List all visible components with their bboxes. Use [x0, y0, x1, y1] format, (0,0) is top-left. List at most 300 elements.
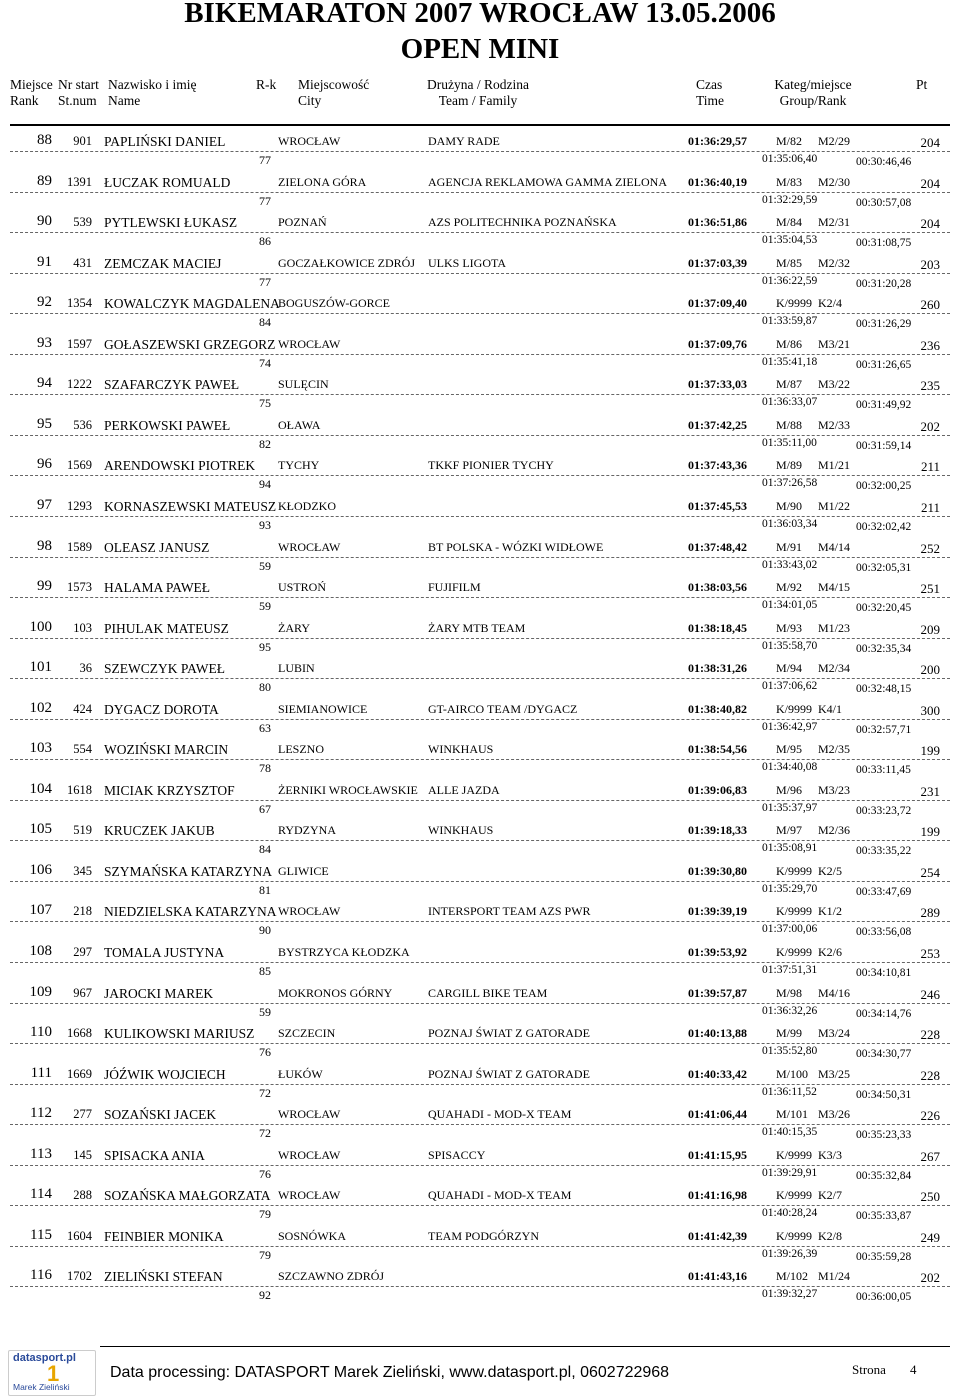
- category-cell: M/87: [776, 377, 803, 392]
- category-rank-cell: M3/26: [818, 1107, 851, 1122]
- year-cell: 59: [259, 1004, 271, 1019]
- category-cell: M/93: [776, 620, 803, 635]
- split-time-cell: 01:35:04,53: [762, 234, 818, 247]
- time-cell: 01:37:09,40: [688, 296, 747, 311]
- time-cell: 01:38:31,26: [688, 661, 747, 676]
- points-cell: 203: [920, 256, 940, 272]
- row-divider: [10, 1165, 950, 1166]
- points-cell: 204: [920, 135, 940, 150]
- name-cell: ŁUCZAK ROMUALD: [104, 174, 231, 190]
- year-cell: 77: [259, 274, 271, 289]
- team-cell: QUAHADI - MOD-X TEAM: [428, 1188, 572, 1203]
- category-rank-cell: M4/15: [818, 580, 851, 595]
- category-rank-cell: K1/2: [818, 904, 842, 919]
- page-title: BIKEMARATON 2007 WROCŁAW 13.05.2006: [184, 0, 776, 29]
- category-cell: M/82: [776, 134, 803, 148]
- result-row: [0, 862, 960, 903]
- city-cell: WROCŁAW: [278, 539, 341, 554]
- points-cell: 300: [920, 702, 940, 718]
- split-gap-cell: 00:31:26,29: [856, 318, 912, 331]
- result-row: [0, 213, 960, 254]
- time-cell: 01:37:03,39: [688, 255, 747, 270]
- name-cell: SZAFARCZYK PAWEŁ: [104, 377, 240, 393]
- category-rank-cell: K2/7: [818, 1188, 842, 1203]
- points-cell: 211: [920, 499, 940, 515]
- name-cell: GOŁASZEWSKI GRZEGORZ: [104, 336, 276, 352]
- year-cell: 95: [259, 639, 271, 654]
- datasport-logo: datasport.pl 1 Marek Zieliński: [8, 1350, 96, 1396]
- row-divider: [10, 597, 950, 598]
- bib-cell: 1573: [67, 580, 92, 595]
- city-cell: ZIELONA GÓRA: [278, 174, 367, 189]
- category-cell: M/102: [776, 1269, 809, 1284]
- city-cell: KŁODZKO: [278, 498, 336, 513]
- time-cell: 01:41:16,98: [688, 1188, 747, 1203]
- category-rank-cell: M2/31: [818, 215, 851, 230]
- city-cell: OŁAWA: [278, 417, 321, 432]
- category-rank-cell: K2/5: [818, 863, 842, 878]
- time-cell: 01:39:53,92: [688, 945, 747, 959]
- city-cell: SOSNÓWKA: [278, 1228, 347, 1243]
- row-divider: [10, 394, 950, 395]
- team-cell: QUAHADI - MOD-X TEAM: [428, 1107, 572, 1122]
- row-divider: [10, 516, 950, 517]
- category-rank-cell: M3/21: [818, 336, 851, 351]
- time-cell: 01:39:30,80: [688, 863, 747, 878]
- year-cell: 79: [259, 1247, 271, 1262]
- year-cell: 79: [259, 1207, 271, 1222]
- header-time: Czas Time: [696, 77, 725, 108]
- time-cell: 01:37:43,36: [688, 458, 747, 473]
- result-row: [0, 173, 960, 214]
- rank-cell: 93: [37, 334, 52, 351]
- split-gap-cell: 00:32:20,45: [856, 602, 912, 615]
- year-cell: 84: [259, 315, 271, 330]
- split-gap-cell: 00:33:56,08: [856, 926, 912, 939]
- city-cell: SZCZAWNO ZDRÓJ: [278, 1269, 385, 1284]
- rank-cell: 98: [37, 537, 52, 554]
- row-divider: [10, 557, 950, 558]
- time-cell: 01:41:43,16: [688, 1269, 747, 1284]
- time-cell: 01:38:18,45: [688, 620, 747, 635]
- time-cell: 01:37:48,42: [688, 539, 747, 554]
- time-cell: 01:36:29,57: [688, 134, 747, 148]
- category-cell: M/84: [776, 215, 803, 230]
- bib-cell: 536: [73, 417, 92, 432]
- time-cell: 01:36:40,19: [688, 174, 747, 189]
- category-rank-cell: M1/24: [818, 1269, 851, 1284]
- split-time-cell: 01:34:01,05: [762, 599, 818, 612]
- category-rank-cell: M2/35: [818, 742, 851, 757]
- name-cell: MICIAK KRZYSZTOF: [104, 782, 235, 798]
- category-rank-cell: M2/32: [818, 255, 851, 270]
- category-cell: K/9999: [776, 296, 812, 311]
- time-cell: 01:38:40,82: [688, 701, 747, 716]
- result-row: [0, 538, 960, 579]
- header-team: Drużyna / Rodzina Team / Family: [427, 77, 529, 108]
- bib-cell: 218: [73, 904, 92, 919]
- points-cell: 228: [920, 1067, 940, 1083]
- bib-cell: 554: [73, 742, 92, 757]
- bib-cell: 1293: [67, 498, 92, 513]
- name-cell: PAPLIŃSKI DANIEL: [104, 134, 226, 149]
- bib-cell: 901: [73, 134, 92, 148]
- rank-cell: 115: [30, 1226, 52, 1243]
- year-cell: 63: [259, 720, 271, 735]
- category-cell: M/91: [776, 539, 803, 554]
- city-cell: SIEMIANOWICE: [278, 701, 368, 716]
- points-cell: 226: [920, 1108, 940, 1124]
- time-cell: 01:41:06,44: [688, 1107, 747, 1122]
- name-cell: SOZAŃSKA MAŁGORZATA: [104, 1188, 271, 1204]
- city-cell: GLIWICE: [278, 863, 329, 878]
- time-cell: 01:37:09,76: [688, 336, 747, 351]
- category-rank-cell: K4/1: [818, 701, 842, 716]
- rank-cell: 101: [29, 659, 52, 676]
- split-gap-cell: 00:31:49,92: [856, 399, 912, 412]
- year-cell: 59: [259, 558, 271, 573]
- row-divider: [10, 313, 950, 314]
- category-cell: M/96: [776, 782, 803, 797]
- points-cell: 236: [920, 337, 940, 353]
- row-divider: [10, 1003, 950, 1004]
- year-cell: 94: [259, 477, 271, 492]
- time-cell: 01:39:06,83: [688, 782, 747, 797]
- split-gap-cell: 00:32:48,15: [856, 683, 912, 696]
- team-cell: FUJIFILM: [428, 580, 481, 595]
- points-cell: 251: [920, 581, 940, 597]
- bib-cell: 1354: [67, 296, 92, 311]
- bib-cell: 1222: [67, 377, 92, 392]
- category-cell: K/9999: [776, 904, 812, 919]
- row-divider: [10, 435, 950, 436]
- rank-cell: 113: [30, 1145, 52, 1162]
- split-time-cell: 01:36:03,34: [762, 517, 818, 530]
- rank-cell: 103: [29, 740, 52, 757]
- bib-cell: 1618: [67, 782, 92, 797]
- points-cell: 249: [920, 1229, 940, 1245]
- rank-cell: 88: [37, 132, 52, 148]
- header-rank: Miejsce Rank: [10, 77, 53, 108]
- bib-cell: 103: [73, 620, 92, 635]
- category-rank-cell: M3/22: [818, 377, 851, 392]
- split-gap-cell: 00:32:05,31: [856, 561, 912, 574]
- name-cell: ZIELIŃSKI STEFAN: [104, 1269, 223, 1285]
- time-cell: 01:40:13,88: [688, 1026, 747, 1041]
- name-cell: PIHULAK MATEUSZ: [104, 620, 229, 636]
- row-divider: [10, 759, 950, 760]
- result-row: [0, 619, 960, 660]
- year-cell: 93: [259, 517, 271, 532]
- points-cell: 231: [920, 783, 940, 799]
- team-cell: GT-AIRCO TEAM /DYGACZ: [428, 701, 578, 716]
- rank-cell: 104: [29, 780, 52, 797]
- header-bib: Nr start St.num: [58, 77, 99, 108]
- result-row: [0, 740, 960, 781]
- header-points: Pt: [916, 77, 928, 92]
- split-time-cell: 01:35:29,70: [762, 882, 818, 895]
- team-cell: AZS POLITECHNIKA POZNAŃSKA: [428, 215, 617, 230]
- category-cell: M/92: [776, 580, 803, 595]
- result-row: [0, 132, 960, 173]
- year-cell: 76: [259, 1045, 271, 1060]
- points-cell: 202: [920, 1270, 940, 1286]
- split-time-cell: 01:40:15,35: [762, 1126, 818, 1139]
- bib-cell: 1668: [67, 1026, 92, 1041]
- time-cell: 01:41:42,39: [688, 1228, 747, 1243]
- row-divider: [10, 800, 950, 801]
- city-cell: SULĘCIN: [278, 377, 329, 392]
- result-row: [0, 700, 960, 741]
- name-cell: JAROCKI MAREK: [104, 985, 214, 1001]
- year-cell: 77: [259, 153, 271, 167]
- row-divider: [10, 719, 950, 720]
- row-divider: [10, 475, 950, 476]
- result-row: [0, 1146, 960, 1187]
- split-time-cell: 01:36:22,59: [762, 274, 818, 287]
- name-cell: SZEWCZYK PAWEŁ: [104, 661, 226, 677]
- split-gap-cell: 00:36:00,05: [856, 1291, 912, 1304]
- split-gap-cell: 00:33:35,22: [856, 845, 912, 858]
- split-time-cell: 01:36:11,52: [762, 1085, 817, 1098]
- rank-cell: 100: [29, 618, 52, 635]
- bib-cell: 431: [73, 255, 92, 270]
- name-cell: KOWALCZYK MAGDALENA: [104, 296, 280, 312]
- city-cell: LUBIN: [278, 661, 315, 676]
- team-cell: INTERSPORT TEAM AZS PWR: [428, 904, 591, 919]
- split-time-cell: 01:35:52,80: [762, 1045, 818, 1058]
- split-time-cell: 01:35:58,70: [762, 639, 818, 652]
- category-cell: M/101: [776, 1107, 809, 1122]
- footer-credit: Data processing: DATASPORT Marek Zieliński, www.datasport.pl, 0602722968: [110, 1364, 670, 1381]
- row-divider: [10, 881, 950, 882]
- rank-cell: 96: [37, 456, 52, 473]
- name-cell: TOMALA JUSTYNA: [104, 945, 225, 960]
- result-row: [0, 1267, 960, 1308]
- name-cell: KULIKOWSKI MARIUSZ: [104, 1026, 255, 1042]
- points-cell: 254: [920, 864, 940, 880]
- split-time-cell: 01:35:37,97: [762, 801, 818, 814]
- category-cell: M/95: [776, 742, 803, 757]
- row-divider: [10, 1286, 950, 1287]
- city-cell: GOCZAŁKOWICE ZDRÓJ: [278, 255, 415, 270]
- row-divider: [10, 1124, 950, 1125]
- name-cell: KORNASZEWSKI MATEUSZ: [104, 498, 277, 514]
- header-year: R-k: [256, 77, 277, 92]
- split-gap-cell: 00:35:32,84: [856, 1169, 912, 1182]
- split-gap-cell: 00:32:35,34: [856, 642, 912, 655]
- city-cell: ŻERNIKI WROCŁAWSKIE: [278, 782, 418, 797]
- rank-cell: 102: [29, 699, 52, 716]
- bib-cell: 1597: [67, 336, 92, 351]
- time-cell: 01:38:03,56: [688, 580, 747, 595]
- year-cell: 76: [259, 1166, 271, 1181]
- year-cell: 81: [259, 882, 271, 897]
- category-cell: M/89: [776, 458, 803, 473]
- split-time-cell: 01:39:26,39: [762, 1247, 818, 1260]
- team-cell: POZNAJ ŚWIAT Z GATORADE: [428, 1026, 590, 1041]
- page-number: 4: [910, 1362, 917, 1377]
- category-cell: M/94: [776, 661, 803, 676]
- page-subtitle: OPEN MINI: [400, 33, 560, 65]
- city-cell: ŁUKÓW: [278, 1066, 323, 1081]
- name-cell: HALAMA PAWEŁ: [104, 580, 211, 596]
- rank-cell: 89: [37, 172, 52, 189]
- year-cell: 67: [259, 801, 271, 816]
- split-time-cell: 01:39:29,91: [762, 1166, 818, 1179]
- points-cell: 228: [920, 1027, 940, 1043]
- city-cell: LESZNO: [278, 742, 324, 757]
- bib-cell: 277: [73, 1107, 92, 1122]
- split-time-cell: 01:35:08,91: [762, 842, 818, 855]
- split-time-cell: 01:36:42,97: [762, 720, 818, 733]
- time-cell: 01:40:33,42: [688, 1066, 747, 1081]
- year-cell: 92: [259, 1288, 271, 1303]
- split-time-cell: 01:35:41,18: [762, 355, 818, 368]
- time-cell: 01:39:18,33: [688, 823, 747, 838]
- rank-cell: 97: [37, 496, 52, 513]
- category-rank-cell: M1/22: [818, 498, 851, 513]
- points-cell: 209: [920, 621, 940, 637]
- category-cell: K/9999: [776, 1147, 812, 1162]
- header-rule: [10, 124, 950, 126]
- city-cell: WROCŁAW: [278, 134, 341, 148]
- category-rank-cell: M4/14: [818, 539, 851, 554]
- time-cell: 01:39:57,87: [688, 985, 747, 1000]
- category-rank-cell: M3/23: [818, 782, 851, 797]
- year-cell: 72: [259, 1085, 271, 1100]
- name-cell: NIEDZIELSKA KATARZYNA: [104, 904, 277, 920]
- row-divider: [10, 921, 950, 922]
- split-gap-cell: 00:31:59,14: [856, 439, 912, 452]
- result-row: [0, 578, 960, 619]
- city-cell: BYSTRZYCA KŁODZKA: [278, 945, 410, 959]
- bib-cell: 345: [73, 863, 92, 878]
- team-cell: ŻARY MTB TEAM: [428, 620, 526, 635]
- page-label: Strona: [852, 1362, 886, 1377]
- team-cell: CARGILL BIKE TEAM: [428, 985, 548, 1000]
- city-cell: WROCŁAW: [278, 1188, 341, 1203]
- category-cell: K/9999: [776, 701, 812, 716]
- header-group: Kateg/miejsce Group/Rank: [774, 77, 852, 108]
- name-cell: SPISACKA ANIA: [104, 1147, 205, 1163]
- bib-cell: 1604: [67, 1228, 92, 1243]
- result-row: [0, 497, 960, 538]
- category-rank-cell: M2/34: [818, 661, 851, 676]
- split-gap-cell: 00:31:08,75: [856, 237, 912, 250]
- result-row: [0, 335, 960, 376]
- result-row: [0, 1024, 960, 1065]
- team-cell: SPISACCY: [428, 1147, 486, 1162]
- team-cell: DAMY RADE: [428, 134, 500, 148]
- row-divider: [10, 1043, 950, 1044]
- split-time-cell: 01:33:43,02: [762, 558, 818, 571]
- rank-cell: 110: [30, 1024, 52, 1041]
- time-cell: 01:38:54,56: [688, 742, 747, 757]
- category-rank-cell: K2/6: [818, 945, 842, 959]
- time-cell: 01:39:39,19: [688, 904, 747, 919]
- points-cell: 260: [920, 297, 940, 313]
- city-cell: WROCŁAW: [278, 904, 341, 919]
- bib-cell: 288: [73, 1188, 92, 1203]
- category-rank-cell: K2/8: [818, 1228, 842, 1243]
- row-divider: [10, 151, 950, 152]
- split-gap-cell: 00:34:50,31: [856, 1088, 912, 1101]
- rank-cell: 90: [37, 213, 52, 230]
- split-time-cell: 01:34:40,08: [762, 761, 818, 774]
- bib-cell: 967: [73, 985, 92, 1000]
- split-time-cell: 01:35:11,00: [762, 436, 817, 449]
- points-cell: 204: [920, 175, 940, 191]
- points-cell: 235: [920, 378, 940, 394]
- city-cell: WROCŁAW: [278, 1147, 341, 1162]
- city-cell: POZNAŃ: [278, 215, 327, 230]
- name-cell: SOZAŃSKI JACEK: [104, 1107, 217, 1123]
- name-cell: PYTLEWSKI ŁUKASZ: [104, 215, 238, 231]
- bib-cell: 519: [73, 823, 92, 838]
- category-cell: K/9999: [776, 863, 812, 878]
- rank-cell: 94: [37, 375, 52, 392]
- name-cell: WOZIŃSKI MARCIN: [104, 742, 229, 758]
- rank-cell: 111: [30, 1064, 52, 1081]
- row-divider: [10, 638, 950, 639]
- category-cell: M/90: [776, 498, 803, 513]
- split-gap-cell: 00:35:59,28: [856, 1250, 912, 1263]
- split-gap-cell: 00:30:57,08: [856, 196, 912, 209]
- category-cell: M/97: [776, 823, 803, 838]
- name-cell: PERKOWSKI PAWEŁ: [104, 417, 231, 433]
- split-gap-cell: 00:35:33,87: [856, 1210, 912, 1223]
- split-time-cell: 01:36:33,07: [762, 396, 818, 409]
- rank-cell: 112: [30, 1105, 52, 1122]
- name-cell: ZEMCZAK MACIEJ: [104, 255, 222, 271]
- split-gap-cell: 00:34:10,81: [856, 967, 912, 979]
- split-gap-cell: 00:32:02,42: [856, 520, 912, 533]
- split-gap-cell: 00:34:14,76: [856, 1007, 912, 1020]
- header-name: Nazwisko i imię Name: [108, 77, 197, 108]
- name-cell: FEINBIER MONIKA: [104, 1228, 224, 1244]
- rank-cell: 92: [37, 294, 52, 311]
- rank-cell: 99: [37, 578, 52, 595]
- points-cell: 204: [920, 216, 940, 232]
- year-cell: 82: [259, 436, 271, 451]
- year-cell: 59: [259, 599, 271, 614]
- city-cell: WROCŁAW: [278, 336, 341, 351]
- city-cell: WROCŁAW: [278, 1107, 341, 1122]
- team-cell: POZNAJ ŚWIAT Z GATORADE: [428, 1066, 590, 1081]
- year-cell: 77: [259, 193, 271, 208]
- time-cell: 01:37:33,03: [688, 377, 747, 392]
- bib-cell: 539: [73, 215, 92, 230]
- city-cell: MOKRONOS GÓRNY: [278, 985, 393, 1000]
- split-time-cell: 01:37:51,31: [762, 964, 818, 976]
- year-cell: 84: [259, 842, 271, 857]
- category-cell: M/98: [776, 985, 803, 1000]
- year-cell: 90: [259, 923, 271, 938]
- city-cell: USTROŃ: [278, 580, 327, 595]
- bib-cell: 145: [73, 1147, 92, 1162]
- result-row: [0, 902, 960, 943]
- time-cell: 01:37:45,53: [688, 498, 747, 513]
- split-time-cell: 01:33:59,87: [762, 315, 818, 328]
- team-cell: BT POLSKA - WÓZKI WIDŁOWE: [428, 539, 604, 554]
- row-divider: [10, 273, 950, 274]
- year-cell: 74: [259, 355, 271, 370]
- split-gap-cell: 00:33:47,69: [856, 885, 912, 898]
- time-cell: 01:36:51,86: [688, 215, 747, 230]
- time-cell: 01:37:42,25: [688, 417, 747, 432]
- rank-cell: 107: [29, 902, 52, 919]
